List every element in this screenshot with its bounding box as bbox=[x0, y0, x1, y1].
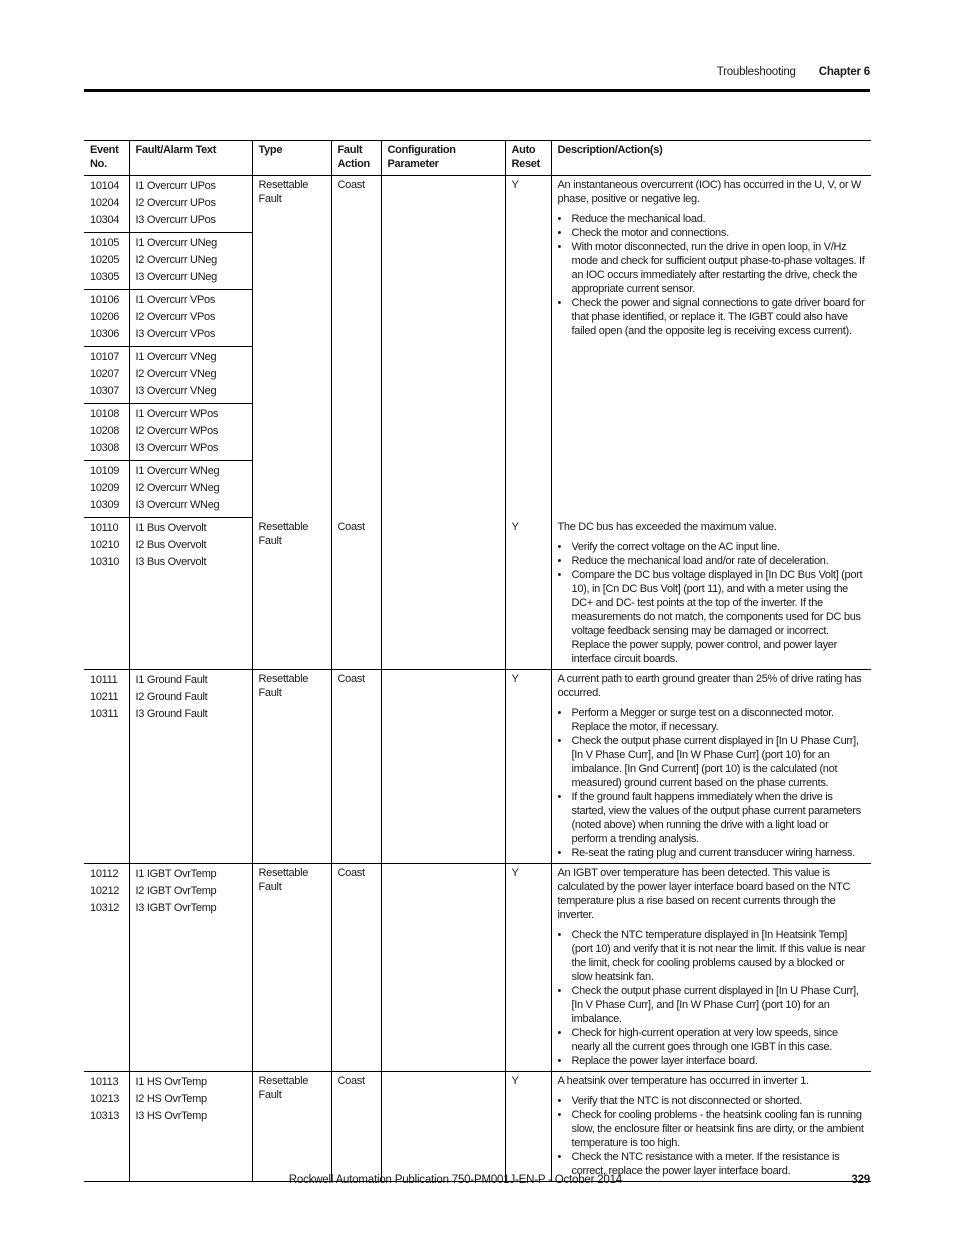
fault-alarm-text bbox=[129, 233, 252, 290]
fault-alarm-text-line: I3 Overcurr UNeg bbox=[135, 271, 217, 283]
event-numbers-line: 10106 bbox=[90, 294, 120, 306]
table-header-row bbox=[84, 141, 871, 176]
event-numbers bbox=[84, 290, 129, 347]
fault-alarm-text-line: I2 HS OvrTemp bbox=[135, 1092, 207, 1105]
col-header-auto-reset: Auto Reset bbox=[505, 141, 551, 176]
table-row bbox=[84, 669, 871, 863]
description-intro: A heatsink over temperature has occurred in inverter 1. bbox=[557, 1074, 809, 1087]
fault-alarm-text-line: I2 Bus Overvolt bbox=[135, 539, 207, 551]
fault-alarm-text-line: I3 Overcurr WNeg bbox=[135, 499, 220, 511]
event-numbers-line: 10306 bbox=[90, 328, 120, 340]
table-row bbox=[84, 176, 871, 233]
description-intro: An instantaneous overcurrent (IOC) has occurred in the U, V, or W phase, positive or negative leg. bbox=[557, 179, 862, 205]
fault-alarm-text bbox=[129, 669, 252, 863]
chapter-label: Chapter 6 bbox=[818, 66, 870, 78]
fault-action-cell: Coast bbox=[331, 518, 381, 670]
type-cell: Resettable Fault bbox=[252, 176, 331, 518]
action-list bbox=[558, 706, 867, 860]
event-numbers bbox=[84, 176, 129, 233]
fault-alarm-text-line: I1 Bus Overvolt bbox=[135, 522, 207, 534]
fault-alarm-text-line: I3 Ground Fault bbox=[135, 707, 208, 720]
event-numbers-line: 10211 bbox=[90, 690, 119, 703]
auto-reset-cell: Y bbox=[505, 1071, 551, 1181]
action-list bbox=[558, 212, 867, 338]
action-list bbox=[558, 540, 867, 666]
event-numbers-line: 10312 bbox=[90, 901, 120, 914]
fault-alarm-text-line: I2 Ground Fault bbox=[135, 690, 208, 703]
fault-action-cell: Coast bbox=[331, 176, 381, 518]
action-item: • Check the motor and connections. bbox=[572, 226, 867, 240]
action-item: • Replace the power layer interface board. bbox=[572, 1054, 867, 1068]
fault-alarm-text-line: I2 Overcurr UPos bbox=[135, 197, 216, 209]
event-numbers-line: 10304 bbox=[90, 214, 120, 226]
action-item: • Perform a Megger or surge test on a disconnected motor. Replace the motor, if necessary. bbox=[572, 706, 867, 734]
col-header-description: Description/Action(s) bbox=[551, 141, 871, 176]
event-numbers bbox=[84, 1071, 129, 1181]
col-header-fault-text: Fault/Alarm Text bbox=[129, 141, 252, 176]
config-param-cell bbox=[381, 669, 505, 863]
fault-alarm-text-line: I1 HS OvrTemp bbox=[135, 1075, 207, 1088]
fault-alarm-text-line: I1 Overcurr UNeg bbox=[135, 237, 217, 249]
fault-alarm-text-line: I2 Overcurr VPos bbox=[135, 311, 216, 323]
fault-alarm-text-line: I3 Overcurr WPos bbox=[135, 442, 219, 454]
fault-action-cell: Coast bbox=[331, 863, 381, 1071]
fault-alarm-text-line: I2 Overcurr UNeg bbox=[135, 254, 217, 266]
type-cell: Resettable Fault bbox=[252, 863, 331, 1071]
fault-alarm-text bbox=[129, 404, 252, 461]
event-numbers-line: 10109 bbox=[90, 465, 120, 477]
fault-alarm-text-line: I2 IGBT OvrTemp bbox=[135, 884, 217, 897]
description-cell bbox=[551, 1071, 871, 1181]
config-param-cell bbox=[381, 518, 505, 670]
fault-alarm-text bbox=[129, 290, 252, 347]
event-numbers bbox=[84, 404, 129, 461]
description-intro: The DC bus has exceeded the maximum value. bbox=[557, 520, 777, 533]
fault-alarm-text-line: I1 Overcurr WPos bbox=[135, 408, 219, 420]
table-row bbox=[84, 1071, 871, 1181]
auto-reset-cell: Y bbox=[505, 176, 551, 518]
action-item: • Reduce the mechanical load and/or rate of deceleration. bbox=[572, 554, 867, 568]
event-numbers-line: 10212 bbox=[90, 884, 120, 897]
event-numbers-line: 10213 bbox=[90, 1092, 120, 1105]
fault-alarm-text bbox=[129, 863, 252, 1071]
event-numbers bbox=[84, 347, 129, 404]
table-row bbox=[84, 518, 871, 670]
fault-alarm-text-line: I3 Overcurr UPos bbox=[135, 214, 216, 226]
event-numbers-line: 10108 bbox=[90, 408, 120, 420]
running-header bbox=[717, 66, 870, 78]
event-numbers-line: 10208 bbox=[90, 425, 120, 437]
event-numbers-line: 10210 bbox=[90, 539, 120, 551]
fault-alarm-text-line: I1 Ground Fault bbox=[135, 673, 208, 686]
description-intro: An IGBT over temperature has been detected. This value is calculated by the power layer interface board based on the NTC temperature plus a rise based on recent currents through the inverter. bbox=[557, 866, 851, 921]
table-row bbox=[84, 863, 871, 1071]
action-list bbox=[558, 1094, 867, 1178]
event-numbers-line: 10309 bbox=[90, 499, 120, 511]
config-param-cell bbox=[381, 176, 505, 518]
action-item: • If the ground fault happens immediately when the drive is started, view the values of the output phase current parameters (noted above) when running the drive with a light load or perform a trending analysis. bbox=[572, 790, 867, 846]
header-rule bbox=[84, 89, 870, 92]
action-item: • Compare the DC bus voltage displayed in [In DC Bus Volt] (port 10), in [Cn DC Bus Volt] (port 11), and with a meter using the DC+ and DC- test points at the top of the inverter. If the measurements do not match, the components used for DC bus voltage feedback sensing may be damaged or incorrect. Replace the power supply, power control, and power layer interface circuit boards. bbox=[572, 568, 867, 666]
event-numbers-line: 10310 bbox=[90, 556, 120, 568]
event-numbers-line: 10311 bbox=[90, 707, 119, 720]
event-numbers bbox=[84, 233, 129, 290]
fault-alarm-text-line: I2 Overcurr WNeg bbox=[135, 482, 220, 494]
type-cell: Resettable Fault bbox=[252, 669, 331, 863]
fault-alarm-text-line: I2 Overcurr VNeg bbox=[135, 368, 217, 380]
event-numbers-line: 10206 bbox=[90, 311, 120, 323]
action-item: • Verify that the NTC is not disconnected or shorted. bbox=[572, 1094, 867, 1108]
event-numbers-line: 10205 bbox=[90, 254, 120, 266]
description-intro: A current path to earth ground greater than 25% of drive rating has occurred. bbox=[557, 672, 862, 699]
event-numbers-line: 10107 bbox=[90, 351, 120, 363]
action-item: • Check for cooling problems - the heatsink cooling fan is running slow, the enclosure filter or heatsink fins are dirty, or the ambient temperature is too high. bbox=[572, 1108, 867, 1150]
fault-alarm-text-line: I1 Overcurr UPos bbox=[135, 180, 216, 192]
fault-alarm-text bbox=[129, 461, 252, 518]
description-cell bbox=[551, 176, 871, 518]
event-numbers-line: 10111 bbox=[90, 673, 118, 686]
description-cell bbox=[551, 669, 871, 863]
config-param-cell bbox=[381, 1071, 505, 1181]
description-cell bbox=[551, 518, 871, 670]
fault-alarm-text-line: I3 HS OvrTemp bbox=[135, 1109, 207, 1122]
action-item: • Check the NTC temperature displayed in [In Heatsink Temp] (port 10) and verify that it is not near the limit. If this value is near the limit, check for cooling problems caused by a blocked or slow heatsink fan. bbox=[572, 928, 867, 984]
col-header-event-no: Event No. bbox=[84, 141, 129, 176]
type-cell: Resettable Fault bbox=[252, 1071, 331, 1181]
action-item: • Verify the correct voltage on the AC input line. bbox=[572, 540, 867, 554]
fault-table bbox=[84, 140, 871, 1182]
auto-reset-cell: Y bbox=[505, 863, 551, 1071]
auto-reset-cell: Y bbox=[505, 669, 551, 863]
action-item: • Reduce the mechanical load. bbox=[572, 212, 867, 226]
event-numbers-line: 10113 bbox=[90, 1075, 119, 1088]
action-item: • Check the NTC resistance with a meter. If the resistance is correct, replace the power layer interface board. bbox=[572, 1150, 867, 1178]
event-numbers-line: 10308 bbox=[90, 442, 120, 454]
event-numbers-line: 10112 bbox=[90, 867, 119, 880]
fault-alarm-text-line: I3 Bus Overvolt bbox=[135, 556, 207, 568]
event-numbers-line: 10207 bbox=[90, 368, 120, 380]
publication-id: Rockwell Automation Publication 750-PM001J-EN-P - October 2014 bbox=[288, 1174, 622, 1186]
action-item: • Check for high-current operation at very low speeds, since nearly all the current goes through one IGBT in this case. bbox=[572, 1026, 867, 1054]
fault-alarm-text-line: I1 Overcurr VPos bbox=[135, 294, 216, 306]
fault-alarm-text bbox=[129, 518, 252, 670]
event-numbers-line: 10313 bbox=[90, 1109, 120, 1122]
fault-alarm-text bbox=[129, 347, 252, 404]
action-item: • With motor disconnected, run the drive in open loop, in V/Hz mode and check for sufficient output phase-to-phase voltages. If an IOC occurs immediately after restarting the drive, check the appropriate current sensor. bbox=[572, 240, 867, 296]
event-numbers-line: 10104 bbox=[90, 180, 120, 192]
event-numbers-line: 10307 bbox=[90, 385, 120, 397]
event-numbers-line: 10110 bbox=[90, 522, 119, 534]
fault-alarm-text-line: I1 Overcurr VNeg bbox=[135, 351, 217, 363]
fault-alarm-text bbox=[129, 1071, 252, 1181]
fault-alarm-text-line: I1 Overcurr WNeg bbox=[135, 465, 220, 477]
fault-alarm-text-line: I1 IGBT OvrTemp bbox=[135, 867, 217, 880]
event-numbers-line: 10204 bbox=[90, 197, 120, 209]
event-numbers-line: 10209 bbox=[90, 482, 120, 494]
action-item: • Re-seat the rating plug and current transducer wiring harness. bbox=[572, 846, 867, 860]
col-header-type: Type bbox=[252, 141, 331, 176]
fault-action-cell: Coast bbox=[331, 1071, 381, 1181]
type-cell: Resettable Fault bbox=[252, 518, 331, 670]
col-header-fault-action: Fault Action bbox=[331, 141, 381, 176]
fault-alarm-text bbox=[129, 176, 252, 233]
event-numbers bbox=[84, 518, 129, 670]
event-numbers bbox=[84, 669, 129, 863]
action-item: • Check the output phase current displayed in [In U Phase Curr], [In V Phase Curr], and [In W Phase Curr] (port 10) for an imbalance. [In Gnd Current] (port 10) is the calculated (not measured) ground current based on the phase currents. bbox=[572, 734, 867, 790]
config-param-cell bbox=[381, 863, 505, 1071]
auto-reset-cell: Y bbox=[505, 518, 551, 670]
page-number: 329 bbox=[851, 1174, 870, 1186]
action-item: • Check the output phase current displayed in [In U Phase Curr], [In V Phase Curr], and [In W Phase Curr] (port 10) for an imbalance. bbox=[572, 984, 867, 1026]
event-numbers-line: 10105 bbox=[90, 237, 120, 249]
section-title: Troubleshooting bbox=[716, 66, 796, 78]
col-header-config-param: Configuration Parameter bbox=[381, 141, 505, 176]
event-numbers-line: 10305 bbox=[90, 271, 120, 283]
description-cell bbox=[551, 863, 871, 1071]
event-numbers bbox=[84, 461, 129, 518]
action-list bbox=[558, 928, 867, 1068]
fault-alarm-text-line: I3 Overcurr VPos bbox=[135, 328, 216, 340]
fault-action-cell: Coast bbox=[331, 669, 381, 863]
fault-alarm-text-line: I3 Overcurr VNeg bbox=[135, 385, 217, 397]
fault-alarm-text-line: I3 IGBT OvrTemp bbox=[135, 901, 217, 914]
action-item: • Check the power and signal connections to gate driver board for that phase identified, or replace it. The IGBT could also have failed open (and the opposite leg is receiving excess current). bbox=[572, 296, 867, 338]
fault-alarm-text-line: I2 Overcurr WPos bbox=[135, 425, 219, 437]
event-numbers bbox=[84, 863, 129, 1071]
